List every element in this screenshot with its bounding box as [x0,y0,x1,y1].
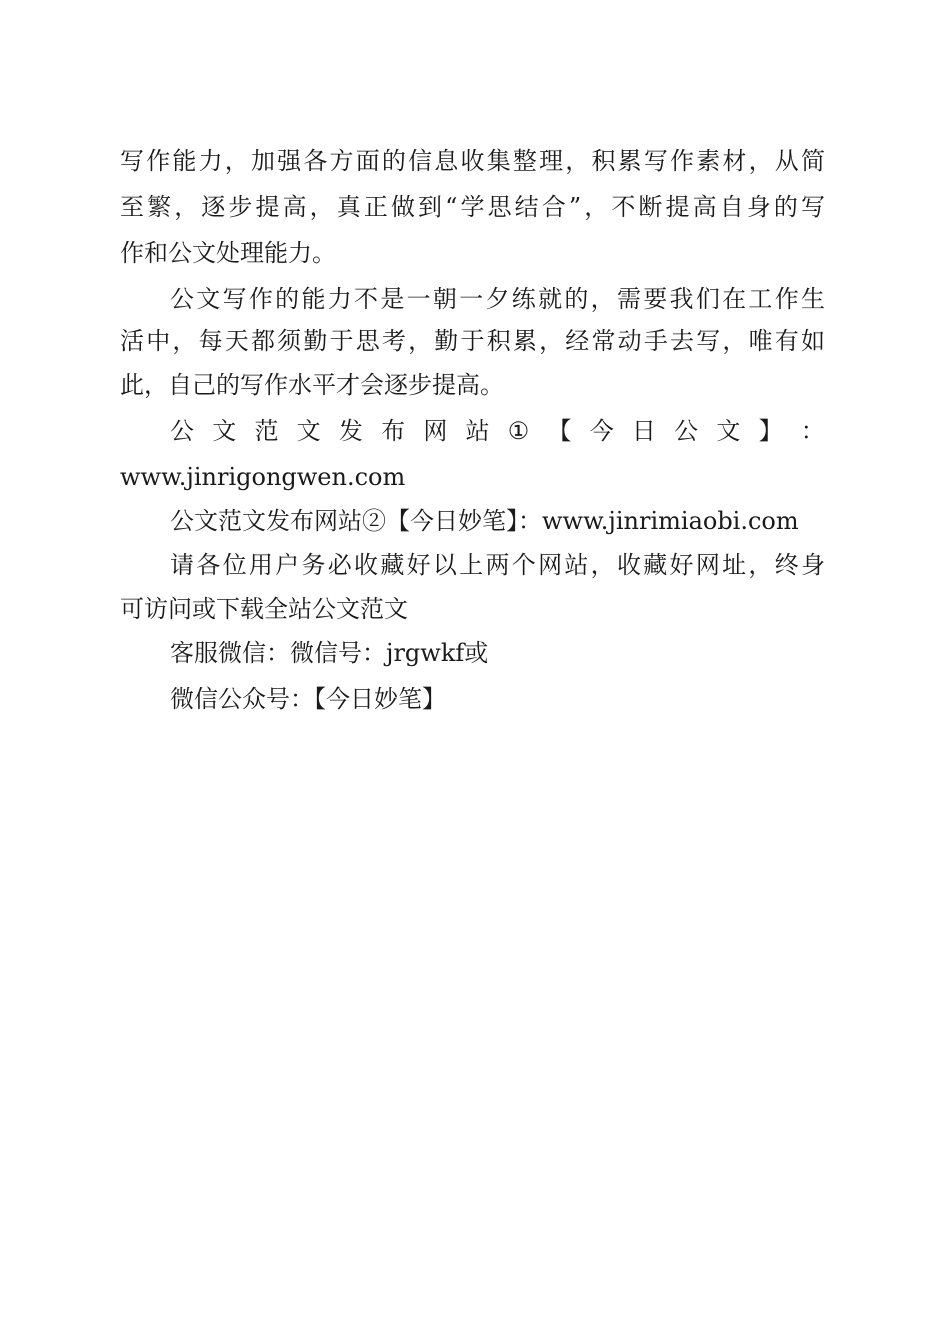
notice-line-2: 可访问或下载全站公文范文 [120,595,408,623]
site-1-url: www.jinrigongwen.com [120,463,406,491]
contact-official-account: 微信公众号：【今日妙笔】 [170,685,446,713]
site-1-label-char: 文 [716,417,741,445]
site-1-label-char: 布 [381,417,406,445]
site-1-label-char: 日 [631,417,656,445]
site-1-label-char: 范 [254,417,279,445]
contact-wechat: 客服微信：微信号：jrgwkf或 [170,639,489,667]
site-1-label-char: 文 [296,417,321,445]
site-1-label-char: 文 [212,417,237,445]
notice-line-1: 请各位用户务必收藏好以上两个网站，收藏好网址，终身 [170,551,825,579]
site-1-label-char: 网 [423,417,448,445]
paragraph-1-line-3: 作和公文处理能力。 [120,239,336,267]
site-1-label-char: 公 [674,417,699,445]
site-1-label-char: 站 [465,417,490,445]
site-1-label-char: 公 [170,417,194,445]
site-1-label [170,416,825,446]
site-1-label-char: 发 [338,417,363,445]
site-1-label-char: 今 [589,417,614,445]
paragraph-1-line-2: 至繁，逐步提高，真正做到“学思结合”，不断提高自身的写 [120,193,825,221]
site-1-label-char: ① [507,417,530,445]
paragraph-2-line-3: 此，自己的写作水平才会逐步提高。 [120,371,504,399]
site-1-label-char: ： [800,417,825,445]
paragraph-2-line-2: 活中，每天都须勤于思考，勤于积累，经常动手去写，唯有如 [120,327,825,355]
site-1-label-char: 【 [547,417,572,445]
site-1-label-char: 】 [758,417,783,445]
site-2-line: 公文范文发布网站②【今日妙笔】：www.jinrimiaobi.com [170,507,799,535]
paragraph-1-line-1: 写作能力，加强各方面的信息收集整理，积累写作素材，从简 [120,147,825,175]
paragraph-2-line-1: 公文写作的能力不是一朝一夕练就的，需要我们在工作生 [170,285,825,313]
